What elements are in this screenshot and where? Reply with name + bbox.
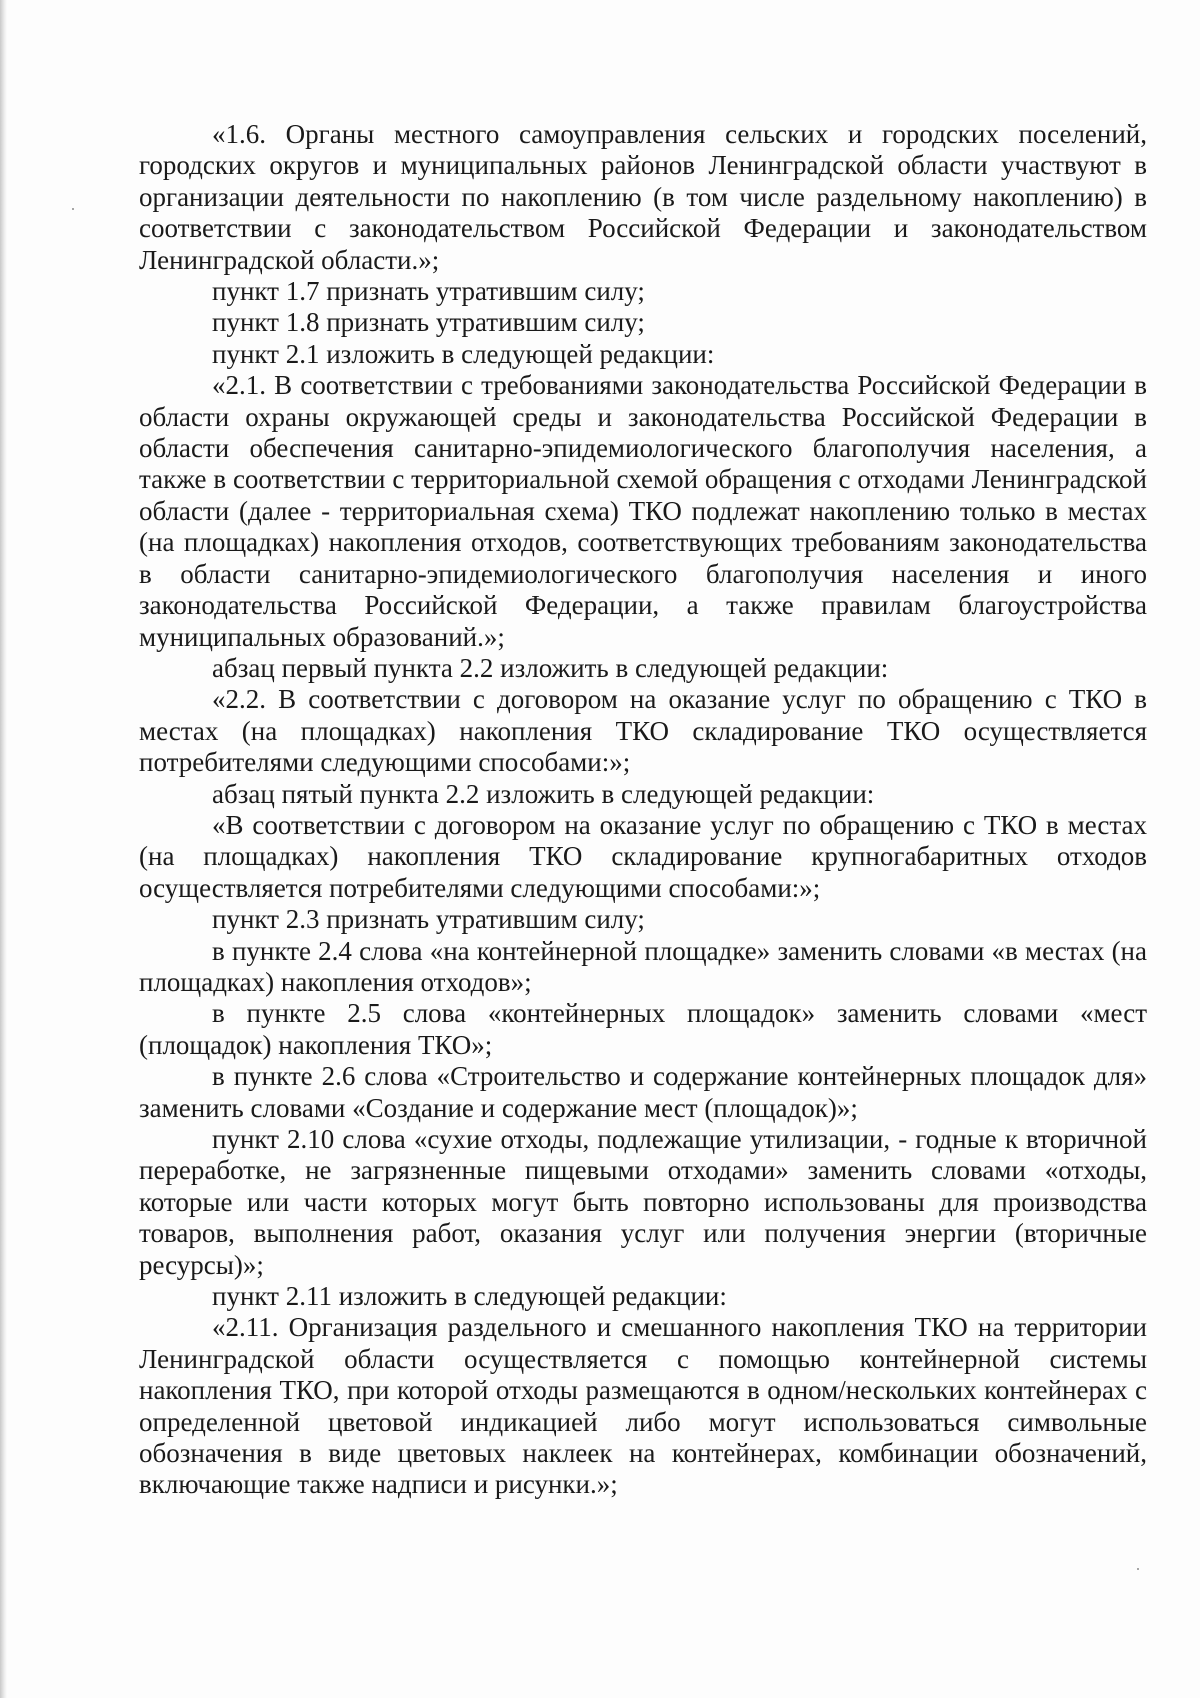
paragraph-2-1-intro: пункт 2.1 изложить в следующей редакции: <box>212 338 715 369</box>
paragraph-2-5-amend: в пункте 2.5 слова «контейнерных площадок» заменить словами «мест (площадок) накопления ТКО»; <box>139 998 1147 1060</box>
scan-speck <box>1137 1568 1139 1570</box>
document-page <box>139 119 1147 1501</box>
paragraph-1-6-text: «1.6. Органы местного самоуправления сельских и городских поселений, городских округов и муниципальных районов Ленинградской области участвуют в организации деятельности по накоплению (в том числе раздельному накоплению) в соответствии с законодательством Российской Федерации и законодательством Ленинградской области.»; <box>139 119 1147 275</box>
paragraph-2-2-intro: абзац первый пункта 2.2 изложить в следующей редакции: <box>212 652 889 683</box>
paragraph-1-8-repeal: пункт 1.8 признать утратившим силу; <box>212 307 645 338</box>
paragraph-2-2-text: «2.2. В соответствии с договором на оказание услуг по обращению с ТКО в местах (на площадках) накопления ТКО складирование ТКО осуществляется потребителями следующими способами:»; <box>139 684 1147 778</box>
paragraph-2-2-fifth-text: «В соответствии с договором на оказание услуг по обращению с ТКО в местах (на площадках) накопления ТКО складирование крупногабаритных отходов осуществляется потребителями следующими способами:»; <box>139 809 1147 903</box>
scan-speck <box>72 208 74 210</box>
paragraph-2-11-intro: пункт 2.11 изложить в следующей редакции: <box>212 1281 727 1312</box>
paragraph-1-7-repeal: пункт 1.7 признать утратившим силу; <box>212 276 645 307</box>
paragraph-2-6-amend: в пункте 2.6 слова «Строительство и содержание контейнерных площадок для» заменить словами «Создание и содержание мест (площадок)»; <box>139 1061 1147 1123</box>
paragraph-2-4-amend: в пункте 2.4 слова «на контейнерной площадке» заменить словами «в местах (на площадках) накопления отходов»; <box>139 935 1147 997</box>
paragraph-2-11-text: «2.11. Организация раздельного и смешанного накопления ТКО на территории Ленинградской области осуществляется с помощью контейнерной системы накопления ТКО, при которой отходы размещаются в одном/нескольких контейнерах с определенной цветовой индикацией либо могут использоваться символьные обозначения в виде цветовых наклеек на контейнерах, комбинации обозначений, включающие также надписи и рисунки.»; <box>139 1312 1147 1500</box>
paragraph-2-2-fifth-intro: абзац пятый пункта 2.2 изложить в следующей редакции: <box>212 778 875 809</box>
paragraph-2-3-repeal: пункт 2.3 признать утратившим силу; <box>212 904 645 935</box>
paragraph-2-10-amend: пункт 2.10 слова «сухие отходы, подлежащие утилизации, - годные к вторичной переработке, не загрязненные пищевыми отходами» заменить словами «отходы, которые или части которых могут быть повторно использованы для производства товаров, выполнения работ, оказания услуг или получения энергии (вторичные ресурсы)»; <box>139 1124 1147 1280</box>
scan-edge <box>0 0 7 1698</box>
paragraph-2-1-text: «2.1. В соответствии с требованиями законодательства Российской Федерации в области охраны окружающей среды и законодательства Российской Федерации в области обеспечения санитарно-эпидемиологического благополучия населения, а также в соответствии с территориальной схемой обращения с отходами Ленинградской области (далее - территориальная схема) ТКО подлежат накоплению только в местах (на площадках) накопления отходов, соответствующих требованиям законодательства в области санитарно-эпидемиологического благополучия населения и иного законодательства Российской Федерации, а также правилам благоустройства муниципальных образований.»; <box>139 370 1147 652</box>
